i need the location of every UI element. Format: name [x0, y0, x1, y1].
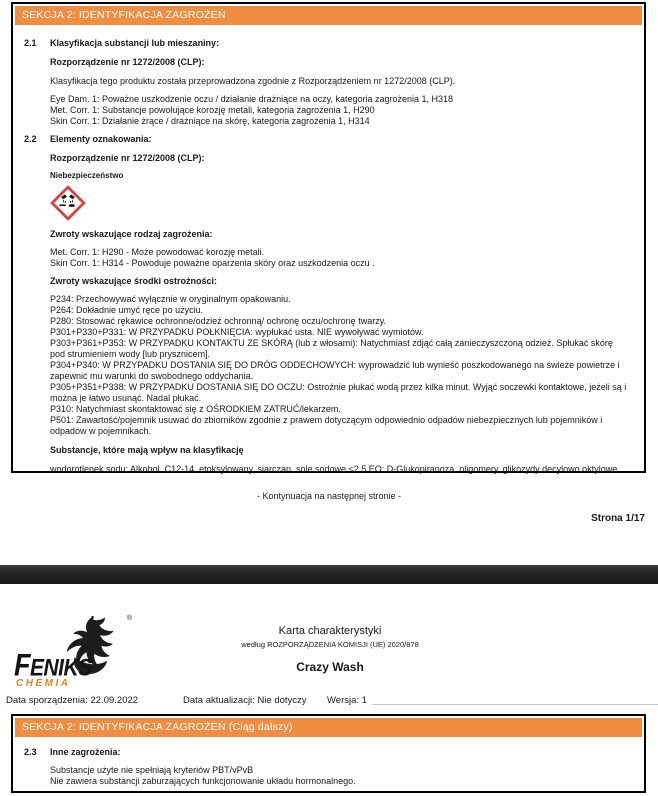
other-hazard-line: Substancje użyte nie spełniają kryteriów PBT/vPvB [50, 765, 254, 775]
date-updated: Data aktualizacji: Nie dotyczy [183, 695, 307, 706]
product-name: Crazy Wash [296, 660, 364, 674]
classification-line: Met. Corr. 1: Substancje powołujące korozję metali, kategoria zagrożenia 1, H290 [50, 105, 375, 115]
classification-line: Skin Corr. 1: Działanie żrące / drażniące na skórę, kategoria zagrożenia 1, H314 [50, 116, 370, 126]
item-2-3-number: 2.3 [24, 747, 37, 757]
document-title-block [0, 625, 658, 674]
other-hazard-line: Nie zawiera substancji zaburzających funkcjonowanie układu hormonalnego. [50, 776, 356, 786]
document-meta-row [0, 695, 658, 708]
precaution-line: P264: Dokładnie umyć ręce po użyciu. [50, 305, 204, 315]
logo-brand-text: FENIKS [14, 648, 92, 683]
item-2-1-number: 2.1 [24, 38, 37, 48]
meta-divider-line [372, 704, 658, 705]
precaution-line: P305+P351+P338: W PRZYPADKU DOSTANIA SIĘ DO OCZU: Ostrożnie płukać wodą przez kilka minut. Wyjąć soczewki kontaktowe, jeżeli są i można je łatwo usunąć. Nadal płukać. [50, 382, 627, 403]
precaution-line: P310: Natychmiast skontaktować się z OŚRODKIEM ZATRUĆ/lekarzem. [50, 404, 341, 414]
section2-continued-content [13, 739, 644, 787]
signal-word: Niebezpieczeństwo [50, 171, 124, 180]
section2-header-bar: SEKCJA 2: IDENTYFIKACJA ZAGROŻEŃ [15, 6, 642, 25]
precaution-statements-list [50, 294, 630, 437]
classification-line: Eye Dam. 1: Poważne uszkodzenie oczu / działanie drażniące na oczy, kategoria zagrożenia 1, H318 [50, 94, 454, 104]
classification-list [50, 94, 630, 127]
precaution-line: P501: Zawartość/pojemnik usuwać do zbiorników zgodnie z prawem dotyczącym odpowiednio odpadów niebezpiecznych lub pojemników i odpadów w pojemnikach. [50, 415, 603, 436]
section2-continued-header-bar: SEKCJA 2: IDENTYFIKACJA ZAGROŻEŃ (Ciąg dalszy) [15, 718, 642, 737]
logo-division-text: CHEMIA [16, 678, 71, 689]
ghs05-corrosion-icon [50, 185, 86, 221]
item-2-1-title: Klasyfikacja substancji lub mieszaniny: [50, 38, 220, 48]
item-2-2-title: Elementy oznakowania: [50, 134, 152, 144]
item-2-3-title: Inne zagrożenia: [50, 747, 121, 757]
precaution-line: P301+P330+P331: W PRZYPADKU POŁKNIĘCIA: wypłukać usta. NIE wywoływać wymiotów. [50, 327, 424, 337]
precaution-statements-heading: Zwroty wskazujące środki ostrożności: [50, 276, 218, 286]
hazard-statement-line: Skin Corr. 1: H314 - Powoduje poważne oparzenia skóry oraz uszkodzenia oczu . [50, 258, 375, 268]
registered-trademark-mark: ® [126, 615, 132, 622]
item-2-2-number: 2.2 [24, 134, 37, 144]
hazard-statement-line: Met. Corr. 1: H290 - Może powodować korozję metali. [50, 247, 265, 257]
substances-heading: Substancje, które mają wpływ na klasyfikację [50, 445, 244, 455]
version: Wersja: 1 [327, 695, 367, 706]
other-hazards-list [50, 765, 630, 787]
item-2-1 [24, 38, 630, 49]
precaution-line: P304+P340: W PRZYPADKU DOSTANIA SIĘ DO DRÓG ODDECHOWYCH: wyprowadzić lub wynieść poszkodowanego na świeże powietrze i zapewnić mu warunki do swobodnego oddychania. [50, 360, 620, 381]
continuation-note: - Kontynuacja na następnej stronie - [256, 491, 402, 501]
page1-section2-box [11, 2, 646, 473]
regulation-heading-1: Rozporządzenie nr 1272/2008 (CLP): [50, 57, 205, 67]
page-number: Strona 1/17 [591, 513, 645, 524]
document-subtitle: według ROZPORZĄDZENIA KOMISJI (UE) 2020/878 [241, 640, 419, 649]
section2-content [13, 27, 644, 475]
precaution-line: P303+P361+P353: W PRZYPADKU KONTAKTU ZE SKÓRĄ (lub z włosami): Natychmiast zdjąć całą zanieczyszczoną odzież. Spłukać skórę pod strumieniem wody [lub prysznicem]. [50, 338, 613, 359]
hazard-statements-list [50, 247, 630, 269]
hazard-statements-heading: Zwroty wskazujące rodzaj zagrożenia: [50, 229, 213, 239]
item-2-2 [24, 134, 630, 145]
page2-section2-box [11, 714, 646, 793]
date-prepared: Data sporządzenia: 22.09.2022 [6, 695, 139, 706]
page-separator-bar [0, 565, 658, 584]
item-2-3 [24, 747, 630, 758]
regulation-heading-2: Rozporządzenie nr 1272/2008 (CLP): [50, 153, 205, 163]
substances-text: wodorotlenek sodu; Alkohol, C12-14, etoksylowany, siarczan, sole sodowe <2,5 EO; D-Glukopiranoza, oligomery, glikozydy decylowo oktylowe [50, 464, 618, 474]
precaution-line: P234: Przechowywać wyłącznie w oryginalnym opakowaniu. [50, 294, 291, 304]
document-title: Karta charakterystyki [278, 625, 382, 637]
classification-intro: Klasyfikacja tego produktu została przeprowadzona zgodnie z Rozporządzeniem nr 1272/2008 (CLP). [50, 76, 456, 86]
precaution-line: P280: Stosować rękawice ochronne/odzież ochronną/ ochronę oczu/ochronę twarzy. [50, 316, 387, 326]
